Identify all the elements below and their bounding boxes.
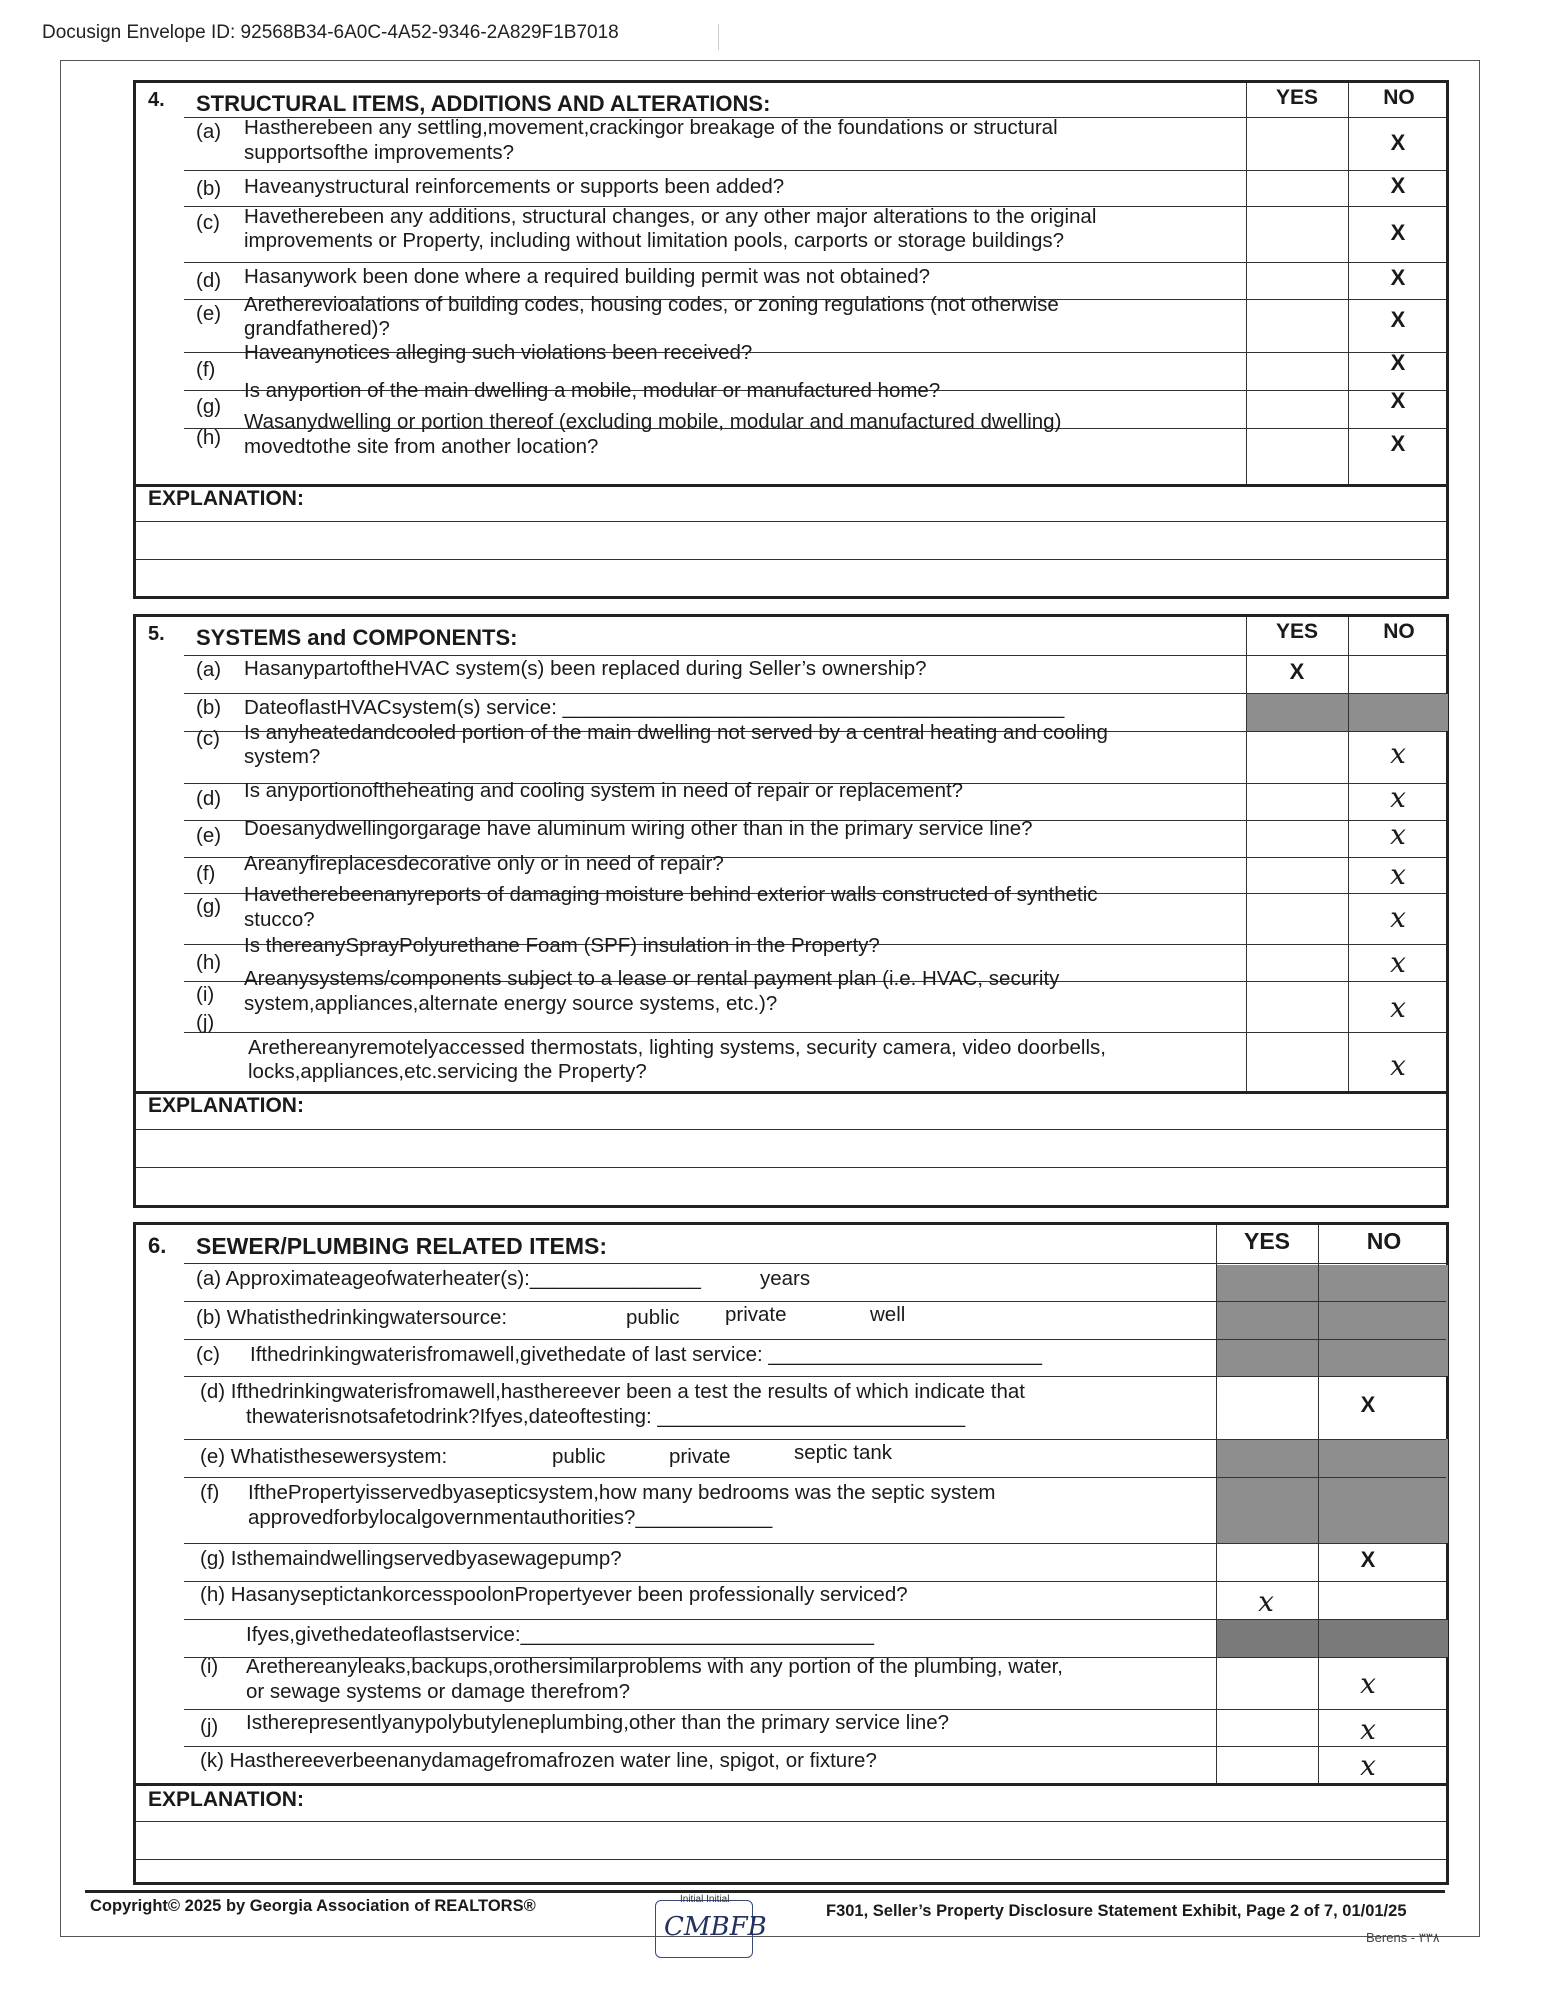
s6-b-opt-private[interactable]: private — [725, 1303, 787, 1326]
section-5 — [133, 614, 1449, 1208]
section-6 — [133, 1222, 1449, 1885]
s4-c-letter: (c) — [196, 211, 220, 234]
envelope-id: Docusign Envelope ID: 92568B34-6A0C-4A52-9346-2A829F1B7018 — [42, 22, 619, 43]
s6-h-yes-mark[interactable]: x — [1258, 1585, 1274, 1618]
s6-b-text: (b) Whatisthedrinkingwatersource: — [196, 1306, 508, 1329]
s6-explanation-label: EXPLANATION: — [148, 1788, 304, 1811]
section-6-title: SEWER/PLUMBING RELATED ITEMS: — [196, 1233, 608, 1259]
s5-a-yes-mark[interactable]: X — [1289, 659, 1305, 684]
s4-f-line1: Haveanynotices alleging such violations been received? — [244, 341, 753, 364]
section-4-title: STRUCTURAL ITEMS, ADDITIONS AND ALTERATIONS: — [196, 91, 771, 116]
s4-b-letter: (b) — [196, 177, 222, 200]
s4-h-line2: movedtothe site from another location? — [244, 435, 599, 458]
s4-c-line2: improvements or Property, including without limitation pools, carports or storage buildings? — [244, 229, 1065, 252]
s6-i-letter: (i) — [200, 1655, 219, 1678]
s6-c-letter: (c) — [196, 1343, 220, 1366]
s5-i-line1: Areanysystems/components subject to a lease or rental payment plan (i.e. HVAC, security — [244, 967, 1060, 990]
s6-i-line2: or sewage systems or damage therefrom? — [246, 1680, 630, 1703]
s4-e-line2: grandfathered)? — [244, 317, 390, 340]
col-yes-header: YES — [1275, 86, 1319, 109]
s4-a-letter: (a) — [196, 120, 222, 143]
s5-c-no-mark[interactable]: x — [1390, 737, 1406, 770]
s6-b-opt-well[interactable]: well — [870, 1303, 906, 1326]
s5-e-line1: Doesanydwellingorgarage have aluminum wiring other than in the primary service line? — [244, 817, 1033, 840]
footer-berens: Berens - ٣٣٨ — [1366, 1930, 1440, 1945]
s6-d-line1: (d) Ifthedrinkingwaterisfromawell,hasthereever been a test the results of which indicate that — [200, 1380, 1025, 1403]
s4-b-no-mark[interactable]: X — [1390, 173, 1406, 198]
s6-d-no-mark[interactable]: X — [1360, 1392, 1376, 1417]
section-5-title: SYSTEMS and COMPONENTS: — [196, 625, 518, 650]
s5-c-letter: (c) — [196, 727, 220, 750]
s4-h-line1: Wasanydwelling or portion thereof (excluding mobile, modular and manufactured dwelling) — [244, 410, 1062, 433]
s5-d-letter: (d) — [196, 787, 222, 810]
s5-col-no-header: NO — [1383, 620, 1415, 643]
s6-j-letter: (j) — [200, 1715, 219, 1738]
s5-b-line1: DateoflastHVACsystem(s) service: ____________________________________________ — [244, 696, 1065, 719]
s4-d-no-mark[interactable]: X — [1390, 265, 1406, 290]
s5-i-line2: system,appliances,alternate energy source systems, etc.)? — [244, 992, 778, 1015]
s4-c-no-mark[interactable]: X — [1390, 220, 1406, 245]
s5-h-no-mark[interactable]: x — [1390, 946, 1406, 979]
s6-col-no-header: NO — [1366, 1228, 1402, 1254]
s6-f-line2: approvedforbylocalgovernmentauthorities?____________ — [248, 1506, 773, 1529]
s5-d-line1: Is anyportionoftheheating and cooling system in need of repair or replacement? — [244, 779, 964, 802]
s5-c-line1: Is anyheatedandcooled portion of the main dwelling not served by a central heating and cooling — [244, 721, 1108, 744]
s4-e-no-mark[interactable]: X — [1390, 307, 1406, 332]
section-5-number: 5. — [148, 623, 165, 645]
s5-f-letter: (f) — [196, 862, 216, 885]
col-no-header: NO — [1383, 86, 1415, 109]
s5-e-letter: (e) — [196, 824, 222, 847]
s6-k-text: (k) Hasthereeverbeenanydamagefromafrozen water line, spigot, or fixture? — [200, 1749, 877, 1772]
s6-col-yes-header: YES — [1243, 1228, 1291, 1254]
s6-g-no-mark[interactable]: X — [1360, 1547, 1376, 1572]
s5-i-no-mark[interactable]: x — [1390, 991, 1406, 1024]
s5-b-letter: (b) — [196, 696, 222, 719]
footer-copyright: Copyright© 2025 by Georgia Association of REALTORS® — [90, 1897, 536, 1915]
s5-j-line2: locks,appliances,etc.servicing the Property? — [248, 1060, 647, 1083]
s5-g-line2: stucco? — [244, 908, 315, 931]
section-4 — [133, 80, 1449, 599]
s5-g-line1: Havetherebeenanyreports of damaging moisture behind exterior walls constructed of synthetic — [244, 883, 1098, 906]
s6-e-opt-private[interactable]: private — [669, 1445, 731, 1468]
s4-a-line2: supportsofthe improvements? — [244, 141, 515, 164]
s5-a-letter: (a) — [196, 658, 222, 681]
s4-e-letter: (e) — [196, 302, 222, 325]
s5-j-letter: (j) — [196, 1011, 215, 1034]
s6-c-text: Ifthedrinkingwaterisfromawell,givethedate of last service: ________________________ — [250, 1343, 1043, 1366]
s5-i-letter: (i) — [196, 983, 215, 1006]
section-4-number: 4. — [148, 89, 165, 111]
s6-e-text: (e) Whatisthesewersystem: — [200, 1445, 448, 1468]
s6-f-letter: (f) — [200, 1481, 220, 1504]
s6-h-text: (h) HasanyseptictankorcesspoolonPropertyever been professionally serviced? — [200, 1583, 908, 1606]
s5-j-line1: Arethereanyremotelyaccessed thermostats, lighting systems, security camera, video doorbells, — [248, 1036, 1106, 1059]
s6-k-no-mark[interactable]: x — [1360, 1749, 1376, 1782]
s6-e-opt-septic[interactable]: septic tank — [794, 1441, 892, 1464]
initials-signature: CMBFB — [664, 1912, 767, 1942]
footer-rule — [85, 1890, 1445, 1893]
s6-h2-text: Ifyes,givethedateoflastservice:_______________________________ — [246, 1623, 875, 1646]
s4-g-line1: Is anyportion of the main dwelling a mobile, modular or manufactured home? — [244, 379, 941, 402]
s6-d-line2: thewaterisnotsafetodrink?Ifyes,dateoftesting: ___________________________ — [246, 1405, 966, 1428]
s4-b-line1: Haveanystructural reinforcements or supports been added? — [244, 175, 785, 198]
s5-a-line1: HasanypartoftheHVAC system(s) been replaced during Seller’s ownership? — [244, 657, 927, 680]
s6-i-line1: Arethereanyleaks,backups,orothersimilarproblems with any portion of the plumbing, water, — [246, 1655, 1063, 1678]
s5-col-yes-header: YES — [1275, 620, 1319, 643]
s4-e-line1: Aretherevioalations of building codes, housing codes, or zoning regulations (not otherwise — [244, 293, 1059, 316]
s5-j-no-mark[interactable]: x — [1390, 1049, 1406, 1082]
s5-c-line2: system? — [244, 745, 321, 768]
s6-f-line1: IfthePropertyisservedbyasepticsystem,how many bedrooms was the septic system — [248, 1481, 996, 1504]
s6-a-unit: years — [760, 1267, 811, 1290]
s4-g-letter: (g) — [196, 395, 222, 418]
s6-g-text: (g) Isthemaindwellingservedbyasewagepump? — [200, 1547, 622, 1570]
s4-a-no-mark[interactable]: X — [1390, 130, 1406, 155]
s6-i-no-mark[interactable]: x — [1360, 1667, 1376, 1700]
s4-g-no-mark[interactable]: X — [1390, 388, 1406, 413]
s4-h-no-mark[interactable]: X — [1390, 431, 1406, 456]
s6-e-opt-public[interactable]: public — [552, 1445, 606, 1468]
s4-explanation-label: EXPLANATION: — [148, 487, 304, 510]
footer-form-reference: F301, Seller’s Property Disclosure Statement Exhibit, Page 2 of 7, 01/01/25 — [826, 1902, 1407, 1920]
s6-a-text: (a) Approximateageofwaterheater(s):_______________ — [196, 1267, 701, 1290]
s6-j-no-mark[interactable]: x — [1360, 1713, 1376, 1746]
s5-explanation-label: EXPLANATION: — [148, 1094, 304, 1117]
s5-g-no-mark[interactable]: x — [1390, 901, 1406, 934]
s5-d-no-mark[interactable]: x — [1390, 781, 1406, 814]
s4-d-line1: Hasanywork been done where a required building permit was not obtained? — [244, 265, 931, 288]
s4-f-letter: (f) — [196, 358, 216, 381]
section-6-number: 6. — [148, 1233, 167, 1258]
s5-e-no-mark[interactable]: x — [1390, 818, 1406, 851]
s4-d-letter: (d) — [196, 269, 222, 292]
s5-h-letter: (h) — [196, 951, 222, 974]
s4-a-line1: Hastherebeen any settling,movement,crackingor breakage of the foundations or structural — [244, 116, 1058, 139]
s5-g-letter: (g) — [196, 895, 222, 918]
s6-b-opt-public[interactable]: public — [626, 1306, 680, 1329]
s5-h-line1: Is thereanySprayPolyurethane Foam (SPF) insulation in the Property? — [244, 934, 880, 957]
s4-c-line1: Havetherebeen any additions, structural changes, or any other major alterations to the original — [244, 205, 1097, 228]
s4-f-no-mark[interactable]: X — [1390, 350, 1406, 375]
header-divider — [718, 24, 719, 50]
s5-f-line1: Areanyfireplacesdecorative only or in need of repair? — [244, 852, 724, 875]
s4-h-letter: (h) — [196, 426, 222, 449]
s5-f-no-mark[interactable]: x — [1390, 858, 1406, 891]
s6-j-text: Istherepresentlyanypolybutyleneplumbing,other than the primary service line? — [246, 1711, 950, 1734]
initials-label: Initial Initial — [680, 1894, 730, 1905]
